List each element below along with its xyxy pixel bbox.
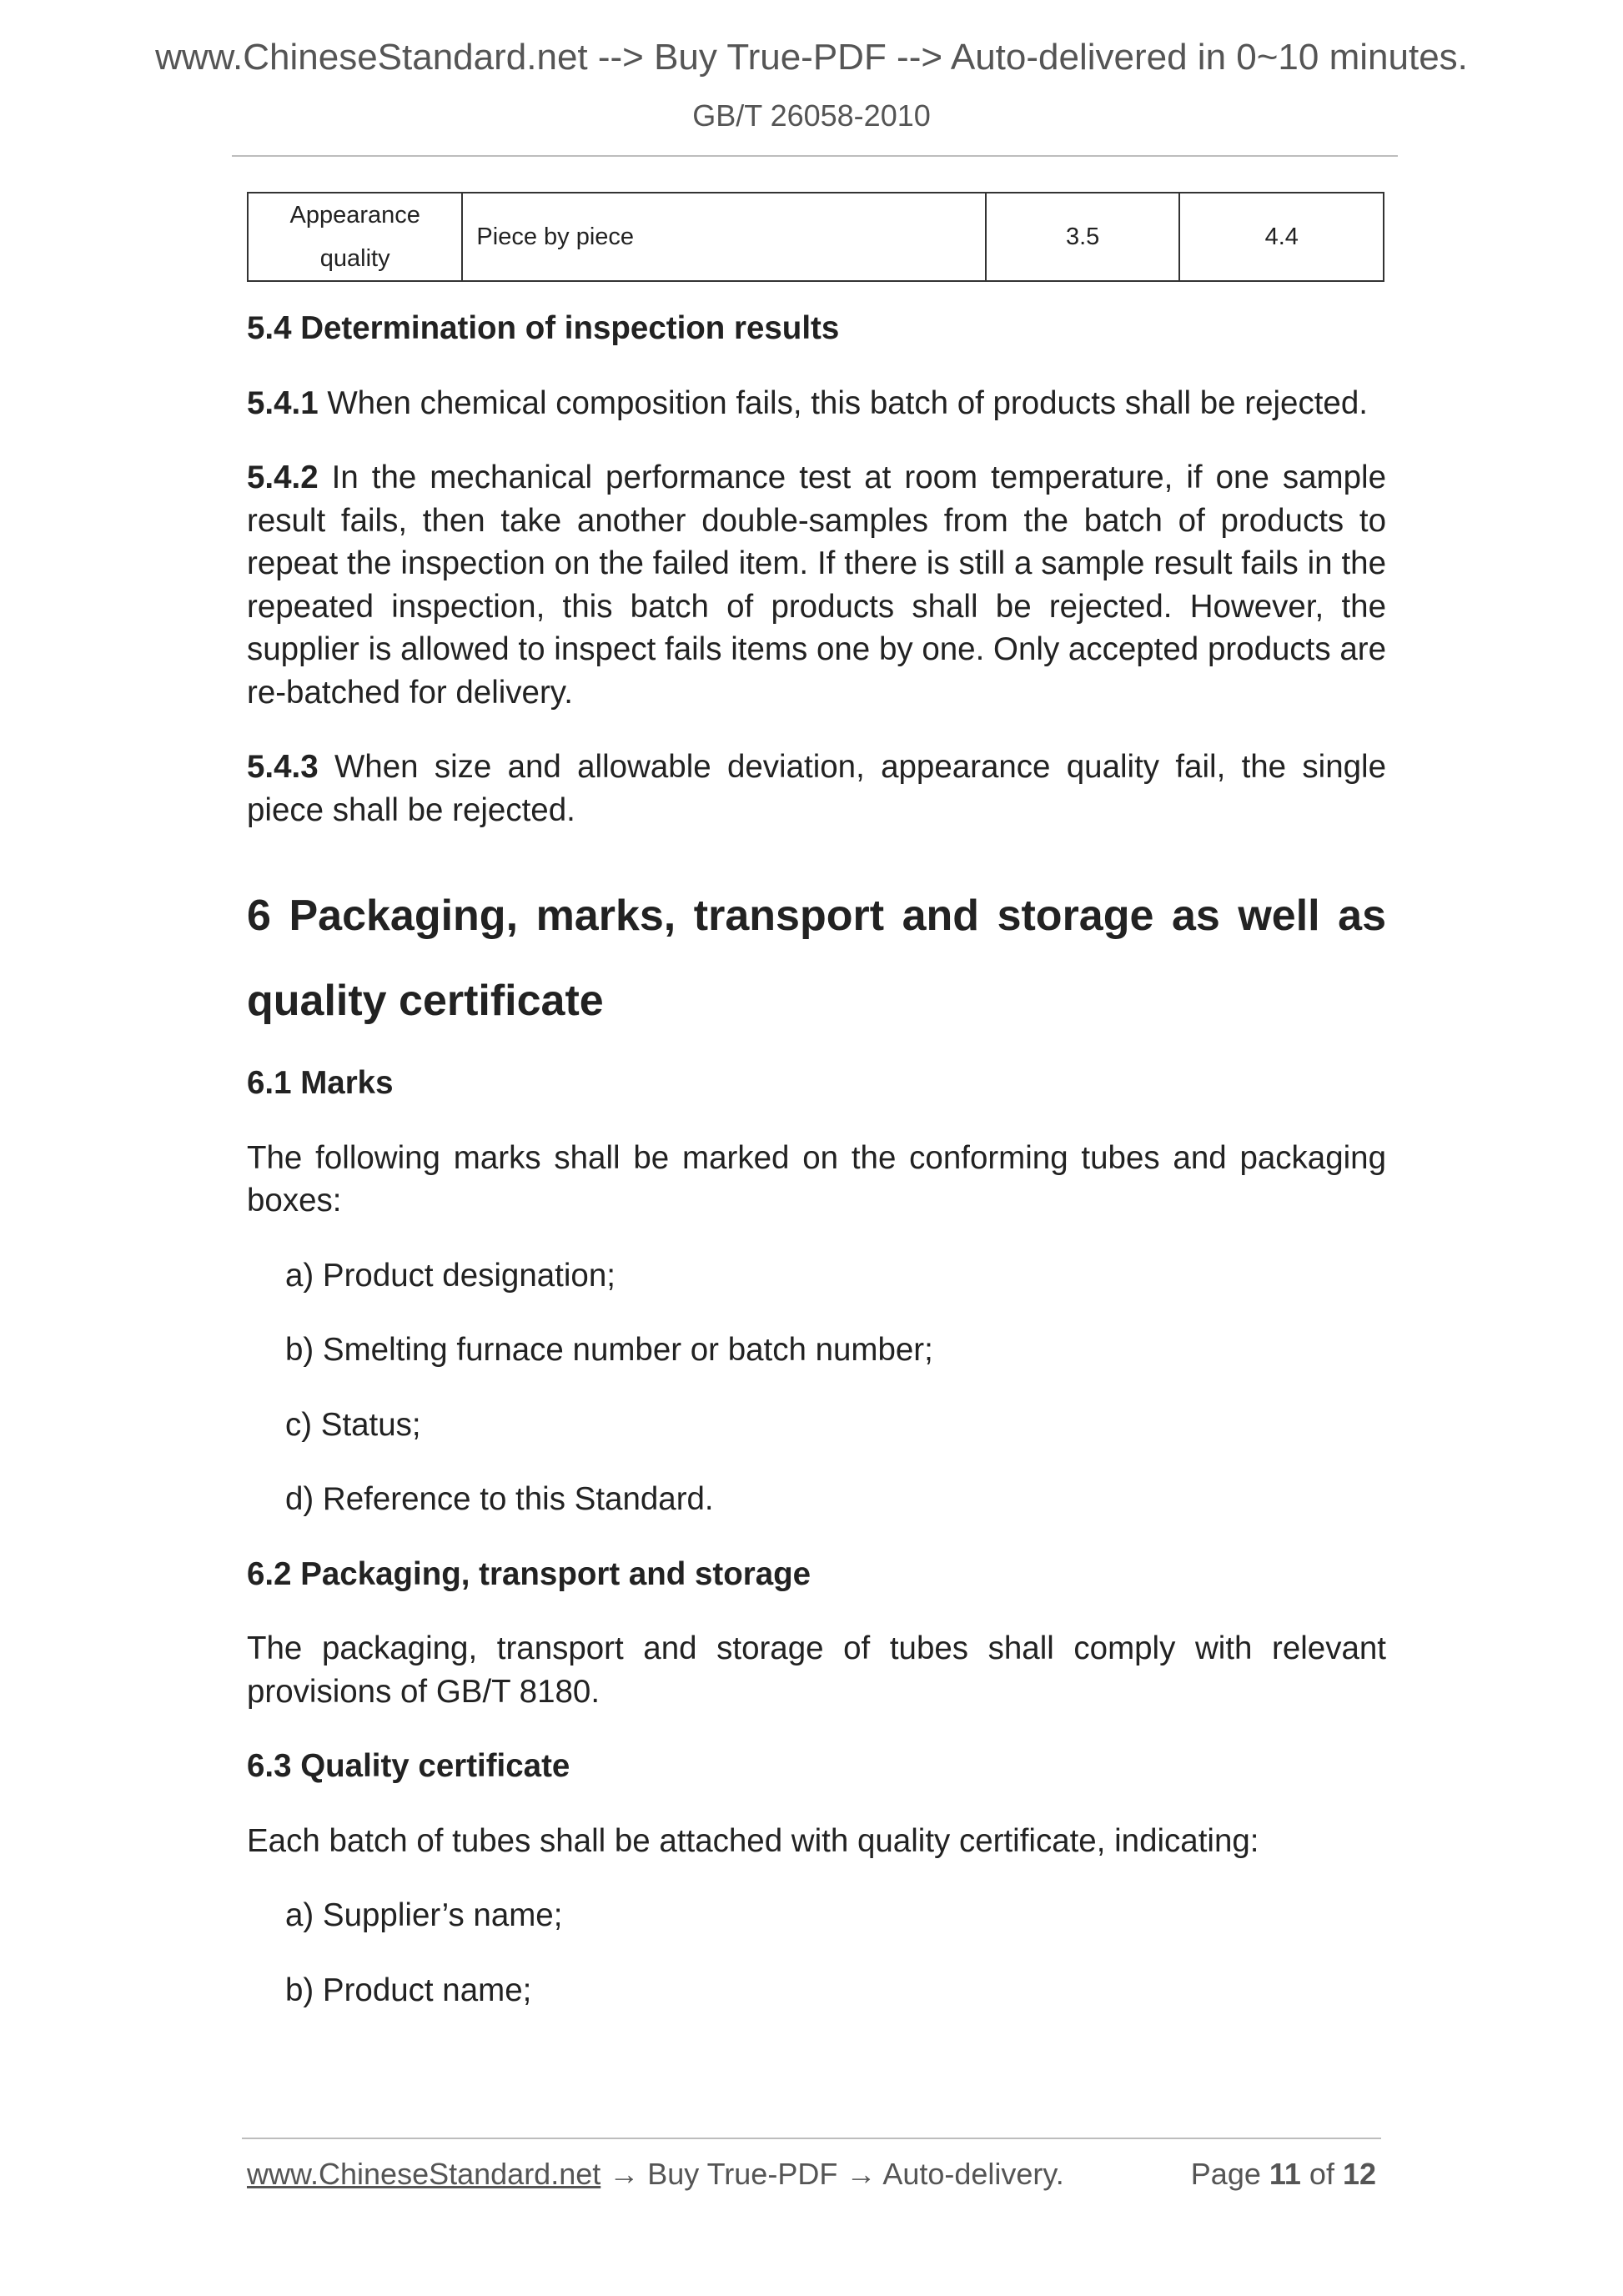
page-number: 11	[1269, 2157, 1301, 2191]
list-item: a) Supplier’s name;	[285, 1897, 563, 1933]
table-cell-requirement: 3.5	[986, 193, 1180, 281]
page-indicator	[1191, 2157, 1376, 2192]
clause-text: In the mechanical performance test at room temperature, if one sample result fails, then take another double-samples from the batch of products to repeat the inspection on the failed item. If there is still a sample result fails in the repeated inspection, this batch of products shall be rejected. However, the supplier is allowed to inspect fails items one by one. Only accepted products are re-batched for delivery.	[247, 460, 1386, 711]
heading-6-3: 6.3 Quality certificate	[247, 1748, 570, 1784]
inspection-table	[247, 192, 1384, 282]
para-5-4-2	[247, 456, 1386, 714]
page-label: Page	[1190, 2157, 1269, 2191]
footer-tagline: → Buy True-PDF → Auto-delivery.	[600, 2157, 1064, 2191]
footer-link-group	[247, 2157, 1064, 2192]
heading-6-2: 6.2 Packaging, transport and storage	[247, 1555, 812, 1592]
list-item: b) Product name;	[285, 1972, 532, 2008]
para-5-4-1	[247, 382, 1386, 425]
para-5-4-3	[247, 746, 1386, 831]
heading-6: 6 Packaging, marks, transport and storage as well as quality certificate	[247, 892, 1386, 1025]
para-6-1: The following marks shall be marked on the conforming tubes and packaging boxes:	[247, 1139, 1386, 1218]
item-line-1: Appearance	[289, 202, 420, 229]
document-body	[247, 307, 1386, 2012]
para-6-3: Each batch of tubes shall be attached with quality certificate, indicating:	[247, 1822, 1259, 1859]
list-item: d) Reference to this Standard.	[285, 1481, 714, 1517]
table-row	[248, 193, 1384, 281]
clause-text: When chemical composition fails, this batch of products shall be rejected.	[318, 384, 1368, 421]
table-cell-item	[248, 193, 462, 281]
of-label: of	[1300, 2157, 1343, 2191]
list-item: a) Product designation;	[285, 1257, 616, 1294]
list-item: b) Smelting furnace number or batch number;	[285, 1332, 933, 1368]
table-cell-test-method: 4.4	[1179, 193, 1384, 281]
clause-number: 5.4.3	[247, 749, 319, 785]
table-cell-sampling: Piece by piece	[462, 193, 985, 281]
heading-5-4: 5.4 Determination of inspection results	[247, 310, 840, 346]
heading-6-1: 6.1 Marks	[247, 1065, 394, 1101]
clause-text: When size and allowable deviation, appearance quality fail, the single piece shall be rejected.	[247, 749, 1386, 828]
header-divider	[232, 155, 1398, 157]
page-total: 12	[1342, 2157, 1376, 2191]
site-banner: www.ChineseStandard.net --> Buy True-PDF --> Auto-delivered in 0~10 minutes.	[155, 37, 1468, 78]
clause-number: 5.4.2	[247, 460, 319, 495]
clause-number: 5.4.1	[247, 384, 319, 421]
footer-divider	[242, 2138, 1381, 2139]
list-item: c) Status;	[285, 1406, 421, 1443]
standard-code: GB/T 26058-2010	[692, 98, 931, 133]
item-line-2: quality	[319, 245, 390, 272]
para-6-2: The packaging, transport and storage of tubes shall comply with relevant provisions of GB/T 8180.	[247, 1630, 1386, 1710]
site-link[interactable]: www.ChineseStandard.net	[247, 2157, 601, 2191]
